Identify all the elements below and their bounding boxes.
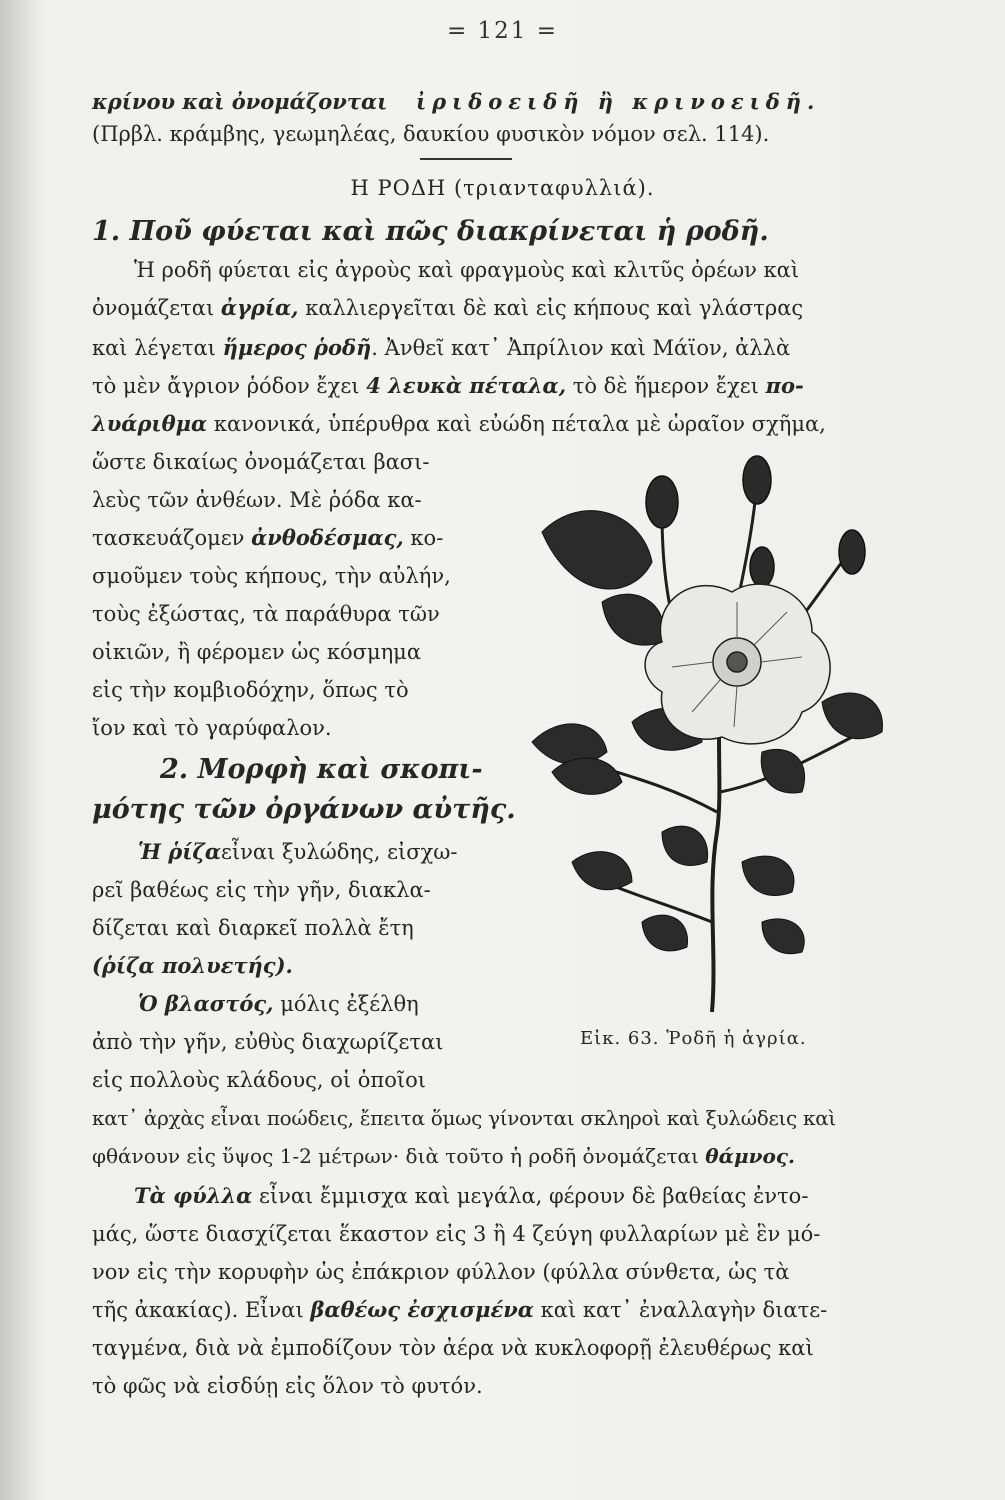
top-line-1-part-b: ἰριδοειδῆ ἢ κρινοειδῆ. xyxy=(415,89,821,114)
p1-line-7: λεὺς τῶν ἀνθέων. Μὲ ῥόδα κα- xyxy=(92,488,422,512)
p1-line-8-b: ἀνθοδέσμας, xyxy=(251,525,404,550)
p3-line-4 xyxy=(92,1296,827,1324)
p1-line-11: οἰκιῶν, ἢ φέρομεν ὡς κόσμημα xyxy=(92,640,421,664)
p3-line-1-b: εἶναι ἔμμισχα καὶ μεγάλα, φέρουν δὲ βαθείας ἐντο- xyxy=(258,1184,809,1208)
p1-line-4-d: πο- xyxy=(765,373,804,398)
p2-line-1 xyxy=(138,838,457,866)
p1-line-4 xyxy=(92,372,804,400)
p2-line-1-a: Ἡ ῥίζα xyxy=(138,839,222,864)
separator-rule xyxy=(420,158,512,160)
p1-line-3-b: ἥμερος ῥοδῆ xyxy=(222,335,372,360)
heading-2-line-1: 2. Μορφὴ καὶ σκοπι- xyxy=(160,754,483,785)
page-number: = 121 = xyxy=(446,18,559,44)
heading-2-line-2: μότης τῶν ὀργάνων αὐτῆς. xyxy=(92,794,516,825)
p1-line-3-c: . Ἀνθεῖ κατ᾽ Ἀπρίλιον καὶ Μάϊον, ἀλλὰ xyxy=(371,336,791,360)
p2-line-1-b: εἶναι ξυλώδης, εἰσχω- xyxy=(221,840,458,864)
p2-line-8: κατ᾽ ἀρχὰς εἶναι ποώδεις, ἔπειτα ὅμως γίνονται σκληροὶ καὶ ξυλώδεις καὶ xyxy=(92,1106,836,1130)
p2-line-4: (ῥίζα πολυετής). xyxy=(92,953,293,978)
p1-line-5-a: λυάριθμα xyxy=(92,411,208,436)
p3-line-3: νον εἰς τὴν κορυφὴν ὡς ἐπάκριον φύλλον (φύλλα σύνθετα, ὡς τὰ xyxy=(92,1260,790,1284)
p1-line-1: Ἡ ροδῆ φύεται εἰς ἀγροὺς καὶ φραγμοὺς καὶ κλιτῦς ὀρέων καὶ xyxy=(134,258,800,282)
p3-line-4-b: βαθέως ἐσχισμένα xyxy=(310,1297,534,1322)
p2-line-2: ρεῖ βαθέως εἰς τὴν γῆν, διακλα- xyxy=(92,878,431,902)
p1-line-8 xyxy=(92,524,443,552)
p1-line-2-b: ἀγρία, xyxy=(220,295,299,320)
p1-line-8-a: τασκευάζομεν xyxy=(92,526,245,550)
p2-line-9-b: θάμνος. xyxy=(705,1144,795,1168)
p1-line-4-c: τὸ δὲ ἥμερον ἔχει xyxy=(572,374,759,398)
p2-line-5-a: Ὁ βλαστός, xyxy=(138,991,274,1016)
figure-caption: Εἰκ. 63. Ῥοδῆ ἡ ἀγρία. xyxy=(580,1028,807,1049)
p1-line-12: εἰς τὴν κομβιοδόχην, ὅπως τὸ xyxy=(92,678,409,702)
p3-line-1-a: Τὰ φύλλα xyxy=(134,1183,253,1208)
p1-line-3-a: καὶ λέγεται xyxy=(92,336,216,360)
p1-line-5-b: κανονικά, ὑπέρυθρα καὶ εὐώδη πέταλα μὲ ὡραῖον σχῆμα, xyxy=(213,412,826,436)
p2-line-5 xyxy=(138,990,419,1018)
p1-line-3 xyxy=(92,334,790,362)
top-line-1-part-a: κρίνου καὶ ὀνομάζονται xyxy=(92,89,388,114)
p1-line-2-c: καλλιεργεῖται δὲ καὶ εἰς κήπους καὶ γλάστρας xyxy=(305,296,804,320)
p2-line-7: εἰς πολλοὺς κλάδους, οἱ ὁποῖοι xyxy=(92,1068,426,1092)
p3-line-4-a: τῆς ἀκακίας). Εἶναι xyxy=(92,1298,304,1322)
p1-line-13: ἴον καὶ τὸ γαρύφαλον. xyxy=(92,716,332,740)
p1-line-9: σμοῦμεν τοὺς κήπους, τὴν αὐλήν, xyxy=(92,564,451,588)
p1-line-2-a: ὀνομάζεται xyxy=(92,296,215,320)
p2-line-9 xyxy=(92,1142,795,1170)
p1-line-4-b: 4 λευκὰ πέταλα, xyxy=(366,373,567,398)
p3-line-2: μάς, ὥστε διασχίζεται ἕκαστον εἰς 3 ἢ 4 ζεύγη φυλλαρίων μὲ ἓν μό- xyxy=(92,1222,821,1246)
p1-line-8-c: κο- xyxy=(410,526,444,550)
p3-line-4-c: καὶ κατ᾽ ἐναλλαγὴν διατε- xyxy=(540,1298,828,1322)
p3-line-5: ταγμένα, διὰ νὰ ἐμποδίζουν τὸν ἀέρα νὰ κυκλοφορῇ ἐλευθέρως καὶ xyxy=(92,1336,814,1360)
p3-line-6: τὸ φῶς νὰ εἰσδύῃ εἰς ὅλον τὸ φυτόν. xyxy=(92,1374,483,1398)
p2-line-9-a: φθάνουν εἰς ὕψος 1-2 μέτρων· διὰ τοῦτο ἡ ροδῆ ὀνομάζεται xyxy=(92,1144,699,1168)
p2-line-3: δίζεται καὶ διαρκεῖ πολλὰ ἔτη xyxy=(92,916,414,940)
page-crease-shadow xyxy=(0,0,46,1500)
top-line-1 xyxy=(92,88,820,116)
p2-line-6: ἀπὸ τὴν γῆν, εὐθὺς διαχωρίζεται xyxy=(92,1030,444,1054)
heading-1: 1. Ποῦ φύεται καὶ πῶς διακρίνεται ἡ ροδῆ. xyxy=(92,216,769,247)
p1-line-2 xyxy=(92,294,803,322)
section-title: Η ΡΟΔΗ (τριανταφυλλιά). xyxy=(350,176,655,200)
p2-line-5-b: μόλις ἐξέλθη xyxy=(280,992,419,1016)
p1-line-4-a: τὸ μὲν ἄγριον ῥόδον ἔχει xyxy=(92,374,360,398)
rose-illustration xyxy=(512,452,892,1012)
p1-line-6: ὥστε δικαίως ὀνομάζεται βασι- xyxy=(92,450,430,474)
p1-line-10: τοὺς ἐξώστας, τὰ παράθυρα τῶν xyxy=(92,602,440,626)
p1-line-5 xyxy=(92,410,826,438)
p3-line-1 xyxy=(134,1182,808,1210)
top-line-2: (Πρβλ. κράμβης, γεωμηλέας, δαυκίου φυσικὸν νόμον σελ. 114). xyxy=(92,122,770,146)
